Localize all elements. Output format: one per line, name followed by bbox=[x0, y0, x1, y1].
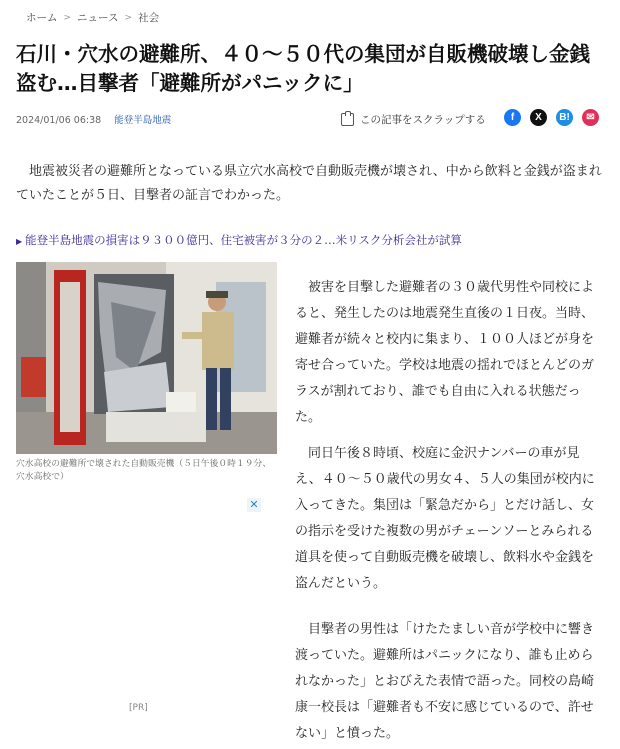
photo-caption: 穴水高校の避難所で壊された自動販売機（５日午後０時１９分、穴水高校で） bbox=[16, 459, 272, 482]
facebook-share-button[interactable]: f bbox=[504, 109, 521, 126]
article-paragraph: 同日午後８時頃、校庭に金沢ナンバーの車が見え、４０～５０歳代の男女４、５人の集団が校内に入ってきた。集団は「緊急だから」とだけ話し、女の指示を受けた複数の男がチェーンソーとみられる道具を使って自動販売機を破壊し、飲料水や金銭を盗んだという。 bbox=[295, 446, 595, 591]
breadcrumb bbox=[26, 10, 159, 25]
breadcrumb-news-link[interactable]: ニュース bbox=[77, 12, 119, 24]
mail-share-button[interactable]: ✉ bbox=[582, 109, 599, 126]
category-link[interactable]: 能登半島地震 bbox=[114, 115, 172, 126]
scrap-button[interactable] bbox=[341, 112, 486, 127]
article-paragraph: 被害を目撃した避難者の３０歳代男性や同校によると、発生したのは地震発生直後の１日夜。当時、避難者が続々と校内に集まり、１００人ほどが身を寄せ合っていた。学校は地震の揺れでほとんどのガラスが割れており、誰でも自由に入れる状態だった。 bbox=[295, 280, 595, 425]
related-article-text: 能登半島地震の損害は９３００億円、住宅被害が３分の２…米リスク分析会社が試算 bbox=[25, 233, 462, 247]
chevron-right-icon: > bbox=[124, 12, 133, 23]
article-title: 石川・穴水の避難所、４０～５０代の集団が自販機破壊し金銭盗む…目撃者「避難所がパニックに」 bbox=[16, 42, 590, 95]
article-photo[interactable] bbox=[16, 262, 277, 454]
publish-date: 2024/01/06 06:38 bbox=[16, 115, 102, 126]
ad-close-button[interactable]: ✕ bbox=[247, 498, 261, 512]
article-lead: 地震被災者の避難所となっている県立穴水高校で自動販売機が壊され、中から飲料と金銭が盗まれていたことが５日、目撃者の証言でわかった。 bbox=[16, 164, 602, 203]
triangle-right-icon: ▶ bbox=[16, 237, 23, 246]
hatena-bookmark-button[interactable]: B! bbox=[556, 109, 573, 126]
x-share-button[interactable]: X bbox=[530, 109, 547, 126]
breadcrumb-society-link[interactable]: 社会 bbox=[138, 12, 160, 24]
article-paragraph: 目撃者の男性は「けたたましい音が学校中に響き渡っていた。避難所はパニックになり、誰も止められなかった」とおびえた表情で語った。同校の島崎康一校長は「避難者も不安に感じているので、許せない」と憤った。 bbox=[295, 622, 595, 741]
related-article-link[interactable] bbox=[16, 232, 462, 248]
breadcrumb-home-link[interactable]: ホーム bbox=[26, 12, 58, 24]
ad-pr-label: [PR] bbox=[129, 703, 148, 713]
share-buttons bbox=[504, 109, 599, 126]
chevron-right-icon: > bbox=[63, 12, 72, 23]
article-meta bbox=[16, 112, 606, 128]
scrapbook-icon bbox=[341, 113, 354, 126]
vending-machine-photo bbox=[16, 262, 277, 454]
scrap-label: この記事をスクラップする bbox=[360, 114, 486, 126]
